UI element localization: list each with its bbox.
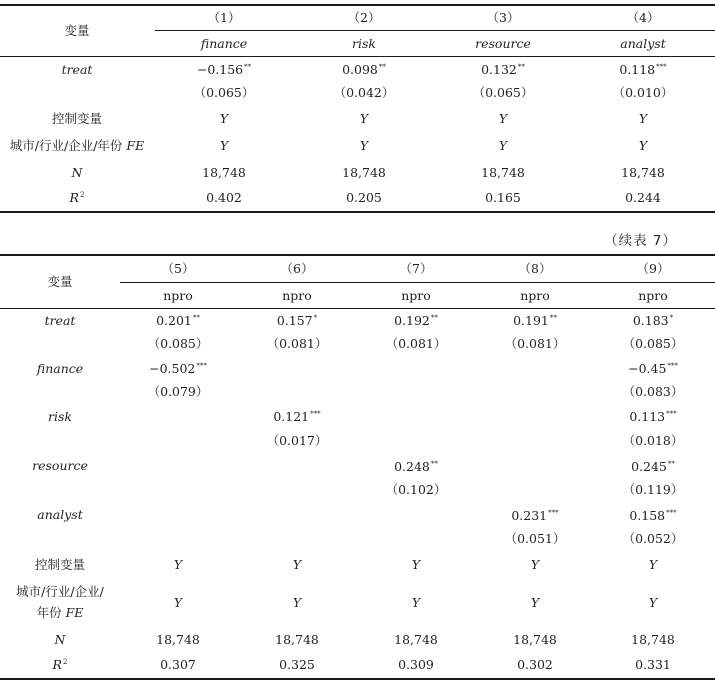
fe-cell: Y <box>411 594 421 610</box>
se-cell: （0.081） <box>385 335 447 351</box>
fe-cell: Y <box>638 137 648 153</box>
row-label-finance: finance <box>36 360 84 376</box>
row-label-fe: 城市/行业/企业/年份 FE <box>9 137 145 153</box>
se-cell: （0.018） <box>622 432 684 448</box>
coef-cell: 0.231*** <box>511 507 559 523</box>
row-label-r2: $R^2$ <box>52 656 68 672</box>
controls-cell: Y <box>359 110 369 126</box>
table-2-header-bottom-rule <box>0 308 715 309</box>
se-cell: （0.081） <box>266 335 328 351</box>
se-cell: （0.081） <box>504 335 566 351</box>
table-2-header-rule <box>120 282 715 283</box>
coef-cell: 0.118*** <box>619 61 667 77</box>
fe-cell: Y <box>292 594 302 610</box>
col-num-3: （3） <box>486 9 520 25</box>
n-cell: 18,748 <box>394 631 438 647</box>
row-label-analyst: analyst <box>37 506 83 522</box>
se-cell: （0.042） <box>333 84 395 100</box>
n-cell: 18,748 <box>156 631 200 647</box>
r2-cell: 0.205 <box>346 189 382 205</box>
coef-cell: 0.191** <box>513 312 557 328</box>
coef-cell: 0.201** <box>156 312 200 328</box>
n-cell: 18,748 <box>202 164 246 180</box>
controls-cell: Y <box>219 110 229 126</box>
r2-cell: 0.402 <box>206 189 242 205</box>
row-label-controls: 控制变量 <box>34 556 86 572</box>
row-label-controls: 控制变量 <box>51 110 103 126</box>
se-cell: （0.065） <box>193 84 255 100</box>
se-cell: （0.079） <box>147 383 209 399</box>
coef-cell: 0.245** <box>631 458 675 474</box>
row-label-treat: treat <box>61 61 93 77</box>
table-1-header-bottom-rule <box>0 56 715 57</box>
se-cell: （0.051） <box>504 530 566 546</box>
col-num-7: （7） <box>399 260 433 276</box>
col-num-9: （9） <box>636 260 670 276</box>
coef-cell: −0.45*** <box>628 360 678 376</box>
controls-cell: Y <box>530 556 540 572</box>
n-cell: 18,748 <box>275 631 319 647</box>
controls-cell: Y <box>498 110 508 126</box>
dep-var-analyst: analyst <box>620 35 666 51</box>
dep-var-npro: npro <box>401 287 431 303</box>
continued-label: （续表 7） <box>604 233 677 249</box>
row-label-treat: treat <box>44 312 76 328</box>
controls-cell: Y <box>292 556 302 572</box>
se-cell: （0.119） <box>622 481 684 497</box>
coef-cell: 0.132** <box>481 61 525 77</box>
fe-cell: Y <box>530 594 540 610</box>
table-2-var-header: 变量 <box>47 273 73 289</box>
fe-cell: Y <box>498 137 508 153</box>
n-cell: 18,748 <box>481 164 525 180</box>
r2-cell: 0.309 <box>398 656 434 672</box>
col-num-4: （4） <box>626 9 660 25</box>
se-cell: （0.065） <box>472 84 534 100</box>
dep-var-npro: npro <box>282 287 312 303</box>
controls-cell: Y <box>411 556 421 572</box>
row-label-fe-line-1: 城市/行业/企业/ <box>16 583 104 599</box>
se-cell: （0.085） <box>622 335 684 351</box>
controls-cell: Y <box>173 556 183 572</box>
col-num-5: （5） <box>161 260 195 276</box>
coef-cell: 0.121*** <box>273 408 321 424</box>
table-1-var-header: 变量 <box>64 22 90 38</box>
coef-cell: 0.158*** <box>629 507 677 523</box>
r2-cell: 0.302 <box>517 656 553 672</box>
dep-var-npro: npro <box>638 287 668 303</box>
se-cell: （0.085） <box>147 335 209 351</box>
table-2-top-rule <box>0 254 715 256</box>
col-num-8: （8） <box>518 260 552 276</box>
se-cell: （0.010） <box>612 84 674 100</box>
col-num-1: （1） <box>207 9 241 25</box>
row-label-r2: $R^2$ <box>69 189 85 205</box>
col-num-6: （6） <box>280 260 314 276</box>
dep-var-resource: resource <box>475 35 531 51</box>
fe-cell: Y <box>648 594 658 610</box>
fe-cell: Y <box>173 594 183 610</box>
coef-cell: −0.156** <box>196 61 252 77</box>
coef-cell: 0.183* <box>632 312 674 328</box>
controls-cell: Y <box>648 556 658 572</box>
dep-var-risk: risk <box>352 35 376 51</box>
r2-cell: 0.165 <box>485 189 521 205</box>
coef-cell: 0.192** <box>394 312 438 328</box>
col-num-2: （2） <box>347 9 381 25</box>
table-1-bottom-rule <box>0 211 715 213</box>
table-1-top-rule <box>0 4 715 6</box>
n-cell: 18,748 <box>513 631 557 647</box>
row-label-fe-line-2: 年份 FE <box>36 604 84 620</box>
r2-cell: 0.244 <box>625 189 661 205</box>
dep-var-npro: npro <box>520 287 550 303</box>
row-label-resource: resource <box>32 457 88 473</box>
coef-cell: 0.098** <box>342 61 386 77</box>
n-cell: 18,748 <box>631 631 675 647</box>
fe-cell: Y <box>219 137 229 153</box>
coef-cell: 0.248** <box>394 458 438 474</box>
n-cell: 18,748 <box>342 164 386 180</box>
n-cell: 18,748 <box>621 164 665 180</box>
coef-cell: 0.157* <box>276 312 318 328</box>
row-label-n: N <box>71 164 83 180</box>
se-cell: （0.017） <box>266 432 328 448</box>
row-label-n: N <box>54 631 66 647</box>
controls-cell: Y <box>638 110 648 126</box>
r2-cell: 0.331 <box>635 656 671 672</box>
fe-cell: Y <box>359 137 369 153</box>
se-cell: （0.102） <box>385 481 447 497</box>
table-1-header-rule <box>155 30 715 31</box>
coef-cell: 0.113*** <box>629 408 677 424</box>
r2-cell: 0.325 <box>279 656 315 672</box>
table-2-bottom-rule <box>0 678 715 680</box>
dep-var-finance: finance <box>200 35 248 51</box>
se-cell: （0.083） <box>622 383 684 399</box>
coef-cell: −0.502*** <box>149 360 207 376</box>
r2-cell: 0.307 <box>160 656 196 672</box>
row-label-risk: risk <box>48 408 72 424</box>
dep-var-npro: npro <box>163 287 193 303</box>
se-cell: （0.052） <box>622 530 684 546</box>
